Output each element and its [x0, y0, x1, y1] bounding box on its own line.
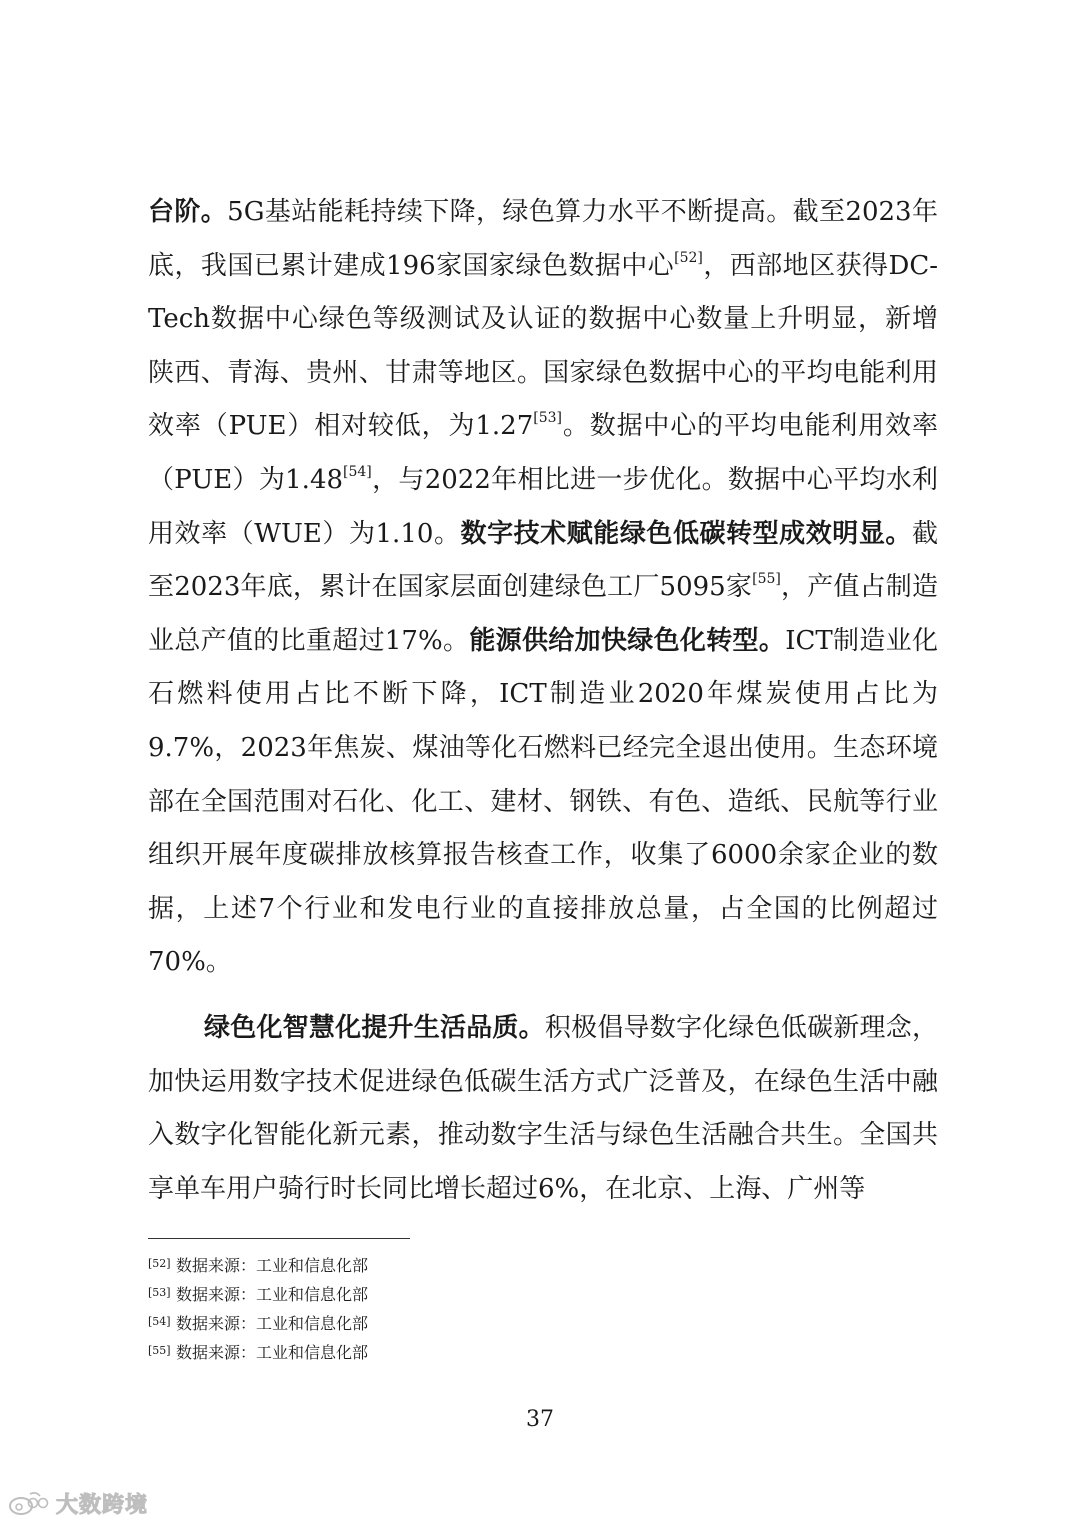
- footnote-mark: [53]: [148, 1286, 171, 1299]
- footnote-text: 数据来源：工业和信息化部: [176, 1256, 369, 1275]
- footnote-text: 数据来源：工业和信息化部: [176, 1285, 369, 1304]
- page-number: 37: [526, 1407, 554, 1432]
- weibo-logo-icon: [8, 1489, 50, 1517]
- body-text: [148, 186, 938, 1216]
- footnote-mark: [54]: [148, 1315, 171, 1328]
- footnote-item: [148, 1252, 548, 1281]
- watermark-text: 大数跨境: [56, 1492, 149, 1518]
- text-run: 5G基站能耗持续下降，绿色算力水平不断提高。截至2023年底，我国已累计建成196家国家绿色数据中心: [148, 197, 938, 281]
- bold-heading-energy-supply: 能源供给加快绿色化转型。: [469, 625, 786, 656]
- footnotes: [148, 1252, 548, 1368]
- footnote-ref-54[interactable]: [54]: [343, 463, 372, 480]
- footnote-ref-55[interactable]: [55]: [752, 571, 781, 588]
- bold-heading-digital-green: 数字技术赋能绿色低碳转型成效明显。: [460, 518, 912, 549]
- text-run: 积极倡导数字化绿色低碳新理念，加快运用数字技术促进绿色低碳生活方式广泛普及，在绿色生活中融入数字化智能化新元素，推动数字生活与绿色生活融合共生。全国共享单车用户骑行时长同比增长超过6%，在北京、上海、广州等: [148, 1012, 938, 1204]
- footnote-text: 数据来源：工业和信息化部: [176, 1343, 369, 1362]
- watermark: [8, 1488, 148, 1518]
- footnote-mark: [52]: [148, 1257, 171, 1270]
- paragraph-1: [148, 186, 938, 990]
- text-run: ，与2022年相比进一步优化。数据中心平均水利用效率（WUE）为1.10。: [148, 464, 938, 549]
- text-run: ，产值占制造业总产值的比重超过17%。: [148, 572, 938, 656]
- footnote-ref-53[interactable]: [53]: [533, 410, 562, 427]
- paragraph-2: [148, 1002, 938, 1216]
- bold-heading-quality-of-life: 绿色化智慧化提升生活品质。: [204, 1012, 545, 1043]
- footnote-item: [148, 1339, 548, 1368]
- footnote-divider: [148, 1238, 410, 1239]
- text-run: ，西部地区获得DC-Tech数据中心绿色等级测试及认证的数据中心数量上升明显，新增陕西、青海、贵州、甘肃等地区。国家绿色数据中心的平均电能利用效率（PUE）相对较低，为1.27: [148, 250, 938, 442]
- footnote-item: [148, 1281, 548, 1310]
- footnote-text: 数据来源：工业和信息化部: [176, 1314, 369, 1333]
- text-run: 截至2023年底，累计在国家层面创建绿色工厂5095家: [148, 518, 938, 603]
- footnote-ref-52[interactable]: [52]: [674, 249, 703, 266]
- text-run: ICT制造业化石燃料使用占比不断下降，ICT制造业2020年煤炭使用占比为9.7%，2023年焦炭、煤油等化石燃料已经完全退出使用。生态环境部在全国范围对石化、化工、建材、钢铁、有色、造纸、民航等行业组织开展年度碳排放核算报告核查工作，收集了6000余家企业的数据，上述7个行业和发电行业的直接排放总量，占全国的比例超过70%。: [148, 625, 938, 978]
- bold-phrase: 台阶。: [148, 197, 228, 227]
- footnote-item: [148, 1310, 548, 1339]
- text-run: 。数据中心的平均电能利用效率（PUE）为1.48: [148, 411, 938, 495]
- footnote-mark: [55]: [148, 1344, 171, 1357]
